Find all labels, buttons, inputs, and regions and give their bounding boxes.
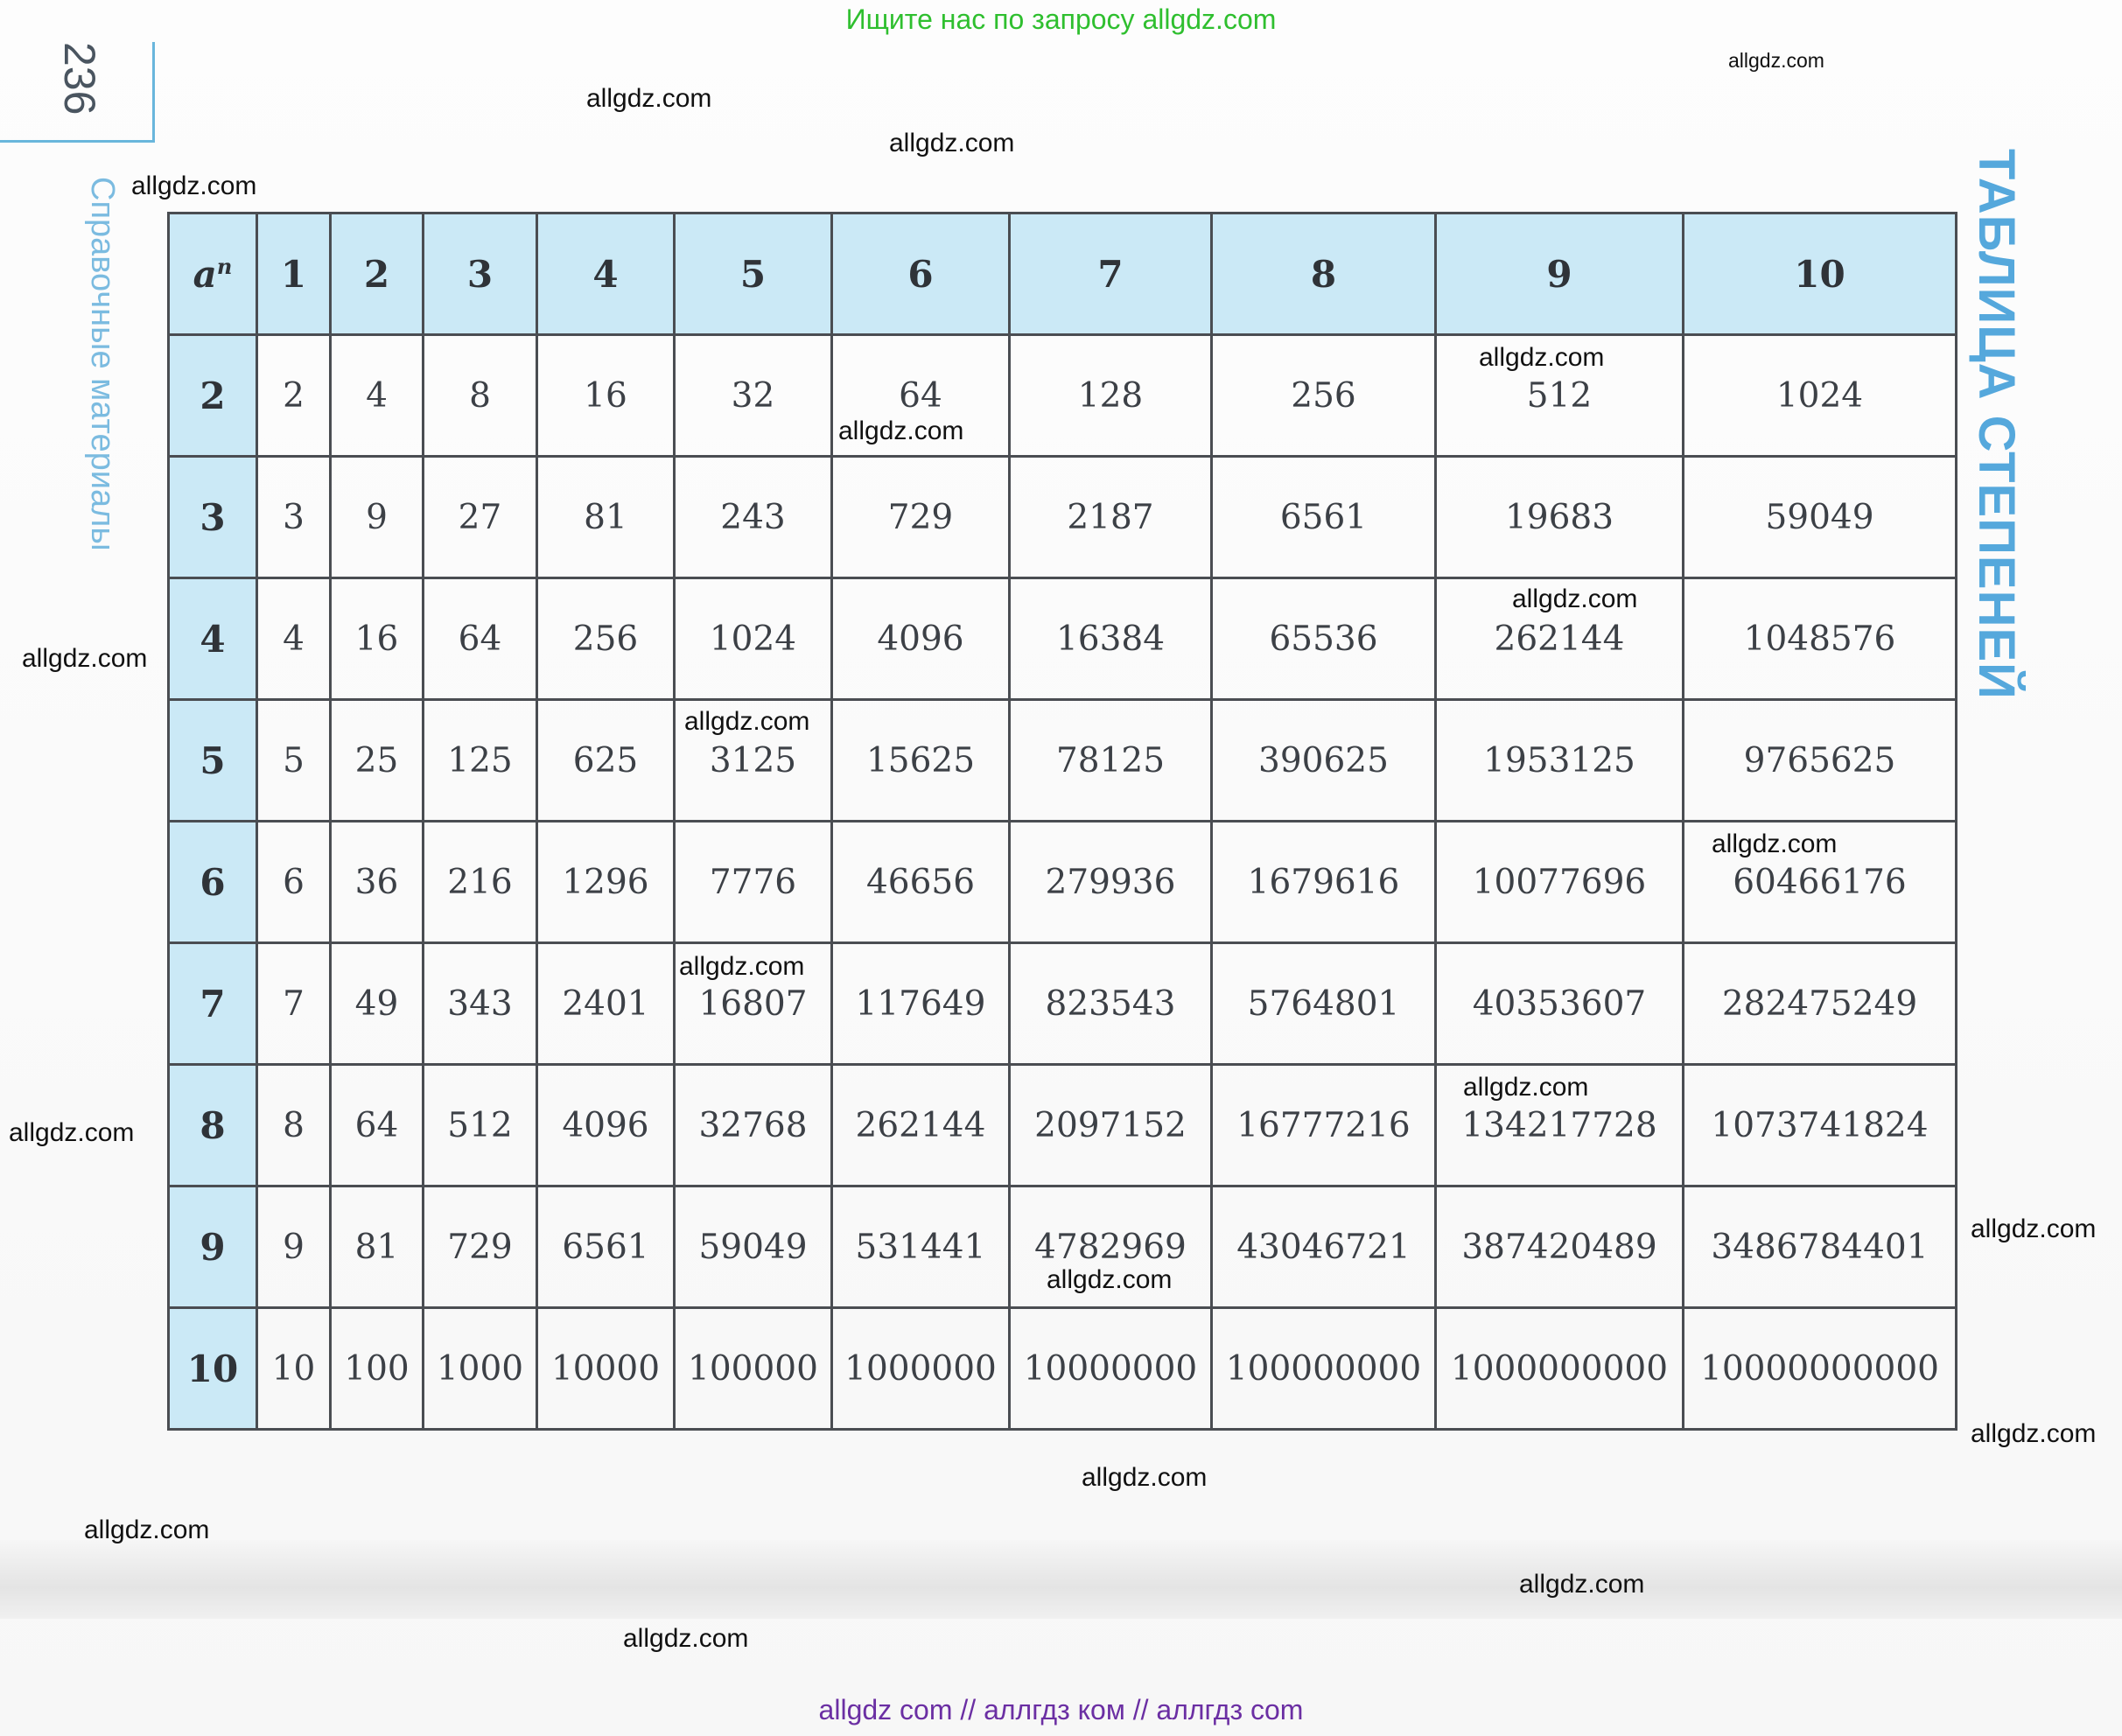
power-value-cell: 823543: [1010, 943, 1212, 1065]
base-header: 2: [169, 335, 257, 457]
power-value-cell: 59049: [1684, 457, 1957, 578]
watermark-text: allgdz.com: [1082, 1463, 1208, 1492]
watermark-text: allgdz.com: [889, 129, 1015, 158]
power-value-cell: 3: [257, 457, 331, 578]
power-value-cell: 9: [331, 457, 424, 578]
power-value-cell: 1953125: [1436, 700, 1684, 822]
power-value-cell: 16: [331, 578, 424, 700]
power-value-cell: 7: [257, 943, 331, 1065]
power-value-cell: 16: [537, 335, 675, 457]
table-row: [169, 335, 1957, 457]
power-value-cell: 10000000: [1010, 1308, 1212, 1430]
power-value-cell: 4096: [832, 578, 1010, 700]
power-value-cell: 387420489: [1436, 1186, 1684, 1308]
watermark-text: allgdz.com: [1728, 49, 1824, 72]
power-value-cell: 65536: [1212, 578, 1436, 700]
table-row: [169, 457, 1957, 578]
page-title: ТАБЛИЦА СТЕПЕНЕЙ: [1968, 149, 2025, 700]
exponent-header: 7: [1010, 214, 1212, 335]
power-value-cell: 8: [257, 1065, 331, 1186]
power-value-cell: 46656: [832, 822, 1010, 943]
power-value-cell: 512: [1436, 335, 1684, 457]
power-value-cell: 1000: [424, 1308, 537, 1430]
power-value-cell: 15625: [832, 700, 1010, 822]
power-value-cell: 512: [424, 1065, 537, 1186]
power-value-cell: 5: [257, 700, 331, 822]
power-value-cell: 81: [537, 457, 675, 578]
power-value-cell: 40353607: [1436, 943, 1684, 1065]
power-value-cell: 60466176: [1684, 822, 1957, 943]
power-value-cell: 64: [331, 1065, 424, 1186]
exponent-header: 10: [1684, 214, 1957, 335]
power-value-cell: 5764801: [1212, 943, 1436, 1065]
exponent-header: 9: [1436, 214, 1684, 335]
watermark-text: allgdz.com: [9, 1118, 135, 1147]
power-value-cell: 49: [331, 943, 424, 1065]
base-header: 8: [169, 1065, 257, 1186]
power-value-cell: 59049: [675, 1186, 832, 1308]
power-value-cell: 6: [257, 822, 331, 943]
watermark-text: allgdz.com: [1463, 1073, 1589, 1102]
power-value-cell: 117649: [832, 943, 1010, 1065]
watermark-text: allgdz.com: [131, 172, 257, 200]
base-header: 9: [169, 1186, 257, 1308]
power-value-cell: 1024: [1684, 335, 1957, 457]
watermark-text: allgdz.com: [22, 644, 148, 673]
table-row: [169, 943, 1957, 1065]
power-value-cell: 216: [424, 822, 537, 943]
power-value-cell: 1000000000: [1436, 1308, 1684, 1430]
power-value-cell: 4096: [537, 1065, 675, 1186]
watermark-text: allgdz.com: [586, 84, 712, 113]
watermark-text: allgdz.com: [1519, 1570, 1645, 1599]
watermark-text: allgdz.com: [1479, 343, 1605, 372]
base-header: 10: [169, 1308, 257, 1430]
power-value-cell: 1073741824: [1684, 1065, 1957, 1186]
power-value-cell: 8: [424, 335, 537, 457]
power-value-cell: 1296: [537, 822, 675, 943]
page-number: 236: [55, 42, 104, 116]
power-value-cell: 32: [675, 335, 832, 457]
power-value-cell: 2097152: [1010, 1065, 1212, 1186]
power-value-cell: 134217728: [1436, 1065, 1684, 1186]
power-value-cell: 1048576: [1684, 578, 1957, 700]
power-value-cell: 9: [257, 1186, 331, 1308]
table-row: [169, 578, 1957, 700]
power-value-cell: 128: [1010, 335, 1212, 457]
corner-divider-vertical: [152, 42, 155, 143]
power-value-cell: 36: [331, 822, 424, 943]
power-value-cell: 243: [675, 457, 832, 578]
power-value-cell: 343: [424, 943, 537, 1065]
power-value-cell: 4: [257, 578, 331, 700]
watermark-text: allgdz.com: [684, 707, 810, 736]
table-row: [169, 1308, 1957, 1430]
power-value-cell: 10077696: [1436, 822, 1684, 943]
exponent-header: 6: [832, 214, 1010, 335]
power-value-cell: 16384: [1010, 578, 1212, 700]
power-value-cell: 7776: [675, 822, 832, 943]
exponent-header: 4: [537, 214, 675, 335]
base-header: 4: [169, 578, 257, 700]
page-bottom-edge: [0, 1540, 2122, 1619]
power-value-cell: 262144: [832, 1065, 1010, 1186]
power-value-cell: 16777216: [1212, 1065, 1436, 1186]
power-value-cell: 4782969: [1010, 1186, 1212, 1308]
base-header: 5: [169, 700, 257, 822]
power-value-cell: 81: [331, 1186, 424, 1308]
power-value-cell: 125: [424, 700, 537, 822]
power-value-cell: 78125: [1010, 700, 1212, 822]
powers-table-body: [169, 214, 1957, 1430]
watermark-text: allgdz.com: [679, 952, 805, 981]
power-value-cell: 19683: [1436, 457, 1684, 578]
watermark-text: allgdz.com: [1512, 584, 1638, 613]
power-value-cell: 2401: [537, 943, 675, 1065]
exponent-header: 3: [424, 214, 537, 335]
header-row: [169, 214, 1957, 335]
power-value-cell: 729: [832, 457, 1010, 578]
watermark-text: allgdz.com: [1971, 1419, 2097, 1448]
power-value-cell: 27: [424, 457, 537, 578]
power-value-cell: 9765625: [1684, 700, 1957, 822]
base-header: 6: [169, 822, 257, 943]
corner-base: a: [193, 252, 217, 296]
watermark-text: allgdz.com: [1712, 830, 1838, 858]
exponent-header: 1: [257, 214, 331, 335]
table-row: [169, 700, 1957, 822]
power-value-cell: 256: [537, 578, 675, 700]
power-value-cell: 256: [1212, 335, 1436, 457]
section-label: Справочные материалы: [84, 177, 121, 551]
power-value-cell: 64: [832, 335, 1010, 457]
power-value-cell: 32768: [675, 1065, 832, 1186]
footer-links[interactable]: allgdz com // аллгдз ком // аллгдз com: [818, 1694, 1304, 1726]
power-value-cell: 100000000: [1212, 1308, 1436, 1430]
power-value-cell: 6561: [537, 1186, 675, 1308]
power-value-cell: 2187: [1010, 457, 1212, 578]
power-value-cell: 282475249: [1684, 943, 1957, 1065]
power-value-cell: 10000000000: [1684, 1308, 1957, 1430]
table-row: [169, 822, 1957, 943]
power-value-cell: 10: [257, 1308, 331, 1430]
base-header: 7: [169, 943, 257, 1065]
power-value-cell: 2: [257, 335, 331, 457]
power-value-cell: 64: [424, 578, 537, 700]
power-value-cell: 262144: [1436, 578, 1684, 700]
power-value-cell: 100: [331, 1308, 424, 1430]
power-value-cell: 1024: [675, 578, 832, 700]
base-header: 3: [169, 457, 257, 578]
table-row: [169, 1065, 1957, 1186]
powers-table: [167, 212, 1957, 1431]
power-value-cell: 10000: [537, 1308, 675, 1430]
power-value-cell: 279936: [1010, 822, 1212, 943]
exponent-header: 5: [675, 214, 832, 335]
exponent-header: 2: [331, 214, 424, 335]
corner-cell: [169, 214, 257, 335]
watermark-text: allgdz.com: [838, 416, 964, 445]
power-value-cell: 25: [331, 700, 424, 822]
exponent-header: 8: [1212, 214, 1436, 335]
watermark-text: allgdz.com: [1971, 1214, 2097, 1243]
power-value-cell: 531441: [832, 1186, 1010, 1308]
power-value-cell: 3486784401: [1684, 1186, 1957, 1308]
watermark-text: allgdz.com: [1047, 1265, 1173, 1294]
power-value-cell: 1000000: [832, 1308, 1010, 1430]
power-value-cell: 100000: [675, 1308, 832, 1430]
power-value-cell: 3125: [675, 700, 832, 822]
corner-divider-horizontal: [0, 140, 155, 143]
power-value-cell: 1679616: [1212, 822, 1436, 943]
power-value-cell: 625: [537, 700, 675, 822]
power-value-cell: 6561: [1212, 457, 1436, 578]
corner-exponent: n: [216, 253, 233, 279]
power-value-cell: 729: [424, 1186, 537, 1308]
power-value-cell: 43046721: [1212, 1186, 1436, 1308]
watermark-text: allgdz.com: [623, 1624, 749, 1653]
power-value-cell: 4: [331, 335, 424, 457]
power-value-cell: 16807: [675, 943, 832, 1065]
power-value-cell: 390625: [1212, 700, 1436, 822]
top-banner[interactable]: Ищите нас по запросу allgdz.com: [845, 4, 1277, 35]
watermark-text: allgdz.com: [84, 1516, 210, 1544]
